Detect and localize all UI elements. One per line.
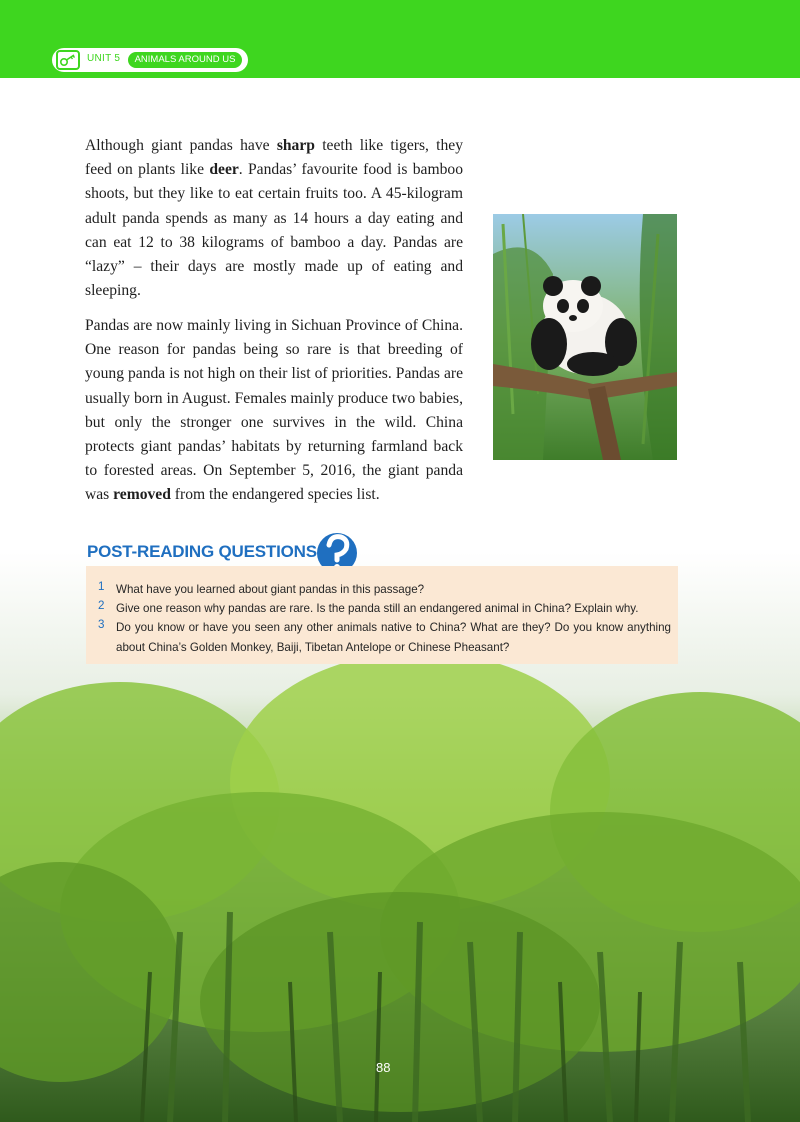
bold-keyword: deer xyxy=(209,161,239,179)
unit-title: ANIMALS AROUND US xyxy=(128,52,242,68)
panda-photo xyxy=(493,214,677,460)
paragraph-text: from the endangered species list. xyxy=(170,486,380,504)
unit-label: UNIT 5 xyxy=(87,53,121,64)
paragraph-text: . Pandas’ favourite food is bamboo shoots, but they like to eat certain fruits too. A 45-kilogram adult panda spends as many as 14 hours a day eating and can eat 12 to 38 kilograms of bamboo a day. Pandas are “lazy” – their days are mostly made up of eating and sleeping. xyxy=(85,161,463,300)
paragraph-text: teeth like tigers, they feed on plants like xyxy=(85,137,463,179)
reading-paragraph-1 xyxy=(85,134,463,303)
question-number: 2 xyxy=(98,599,105,612)
page-number: 88 xyxy=(376,1060,391,1075)
question-text: Do you know or have you seen any other animals native to China? What are they? Do you know anything about China’s Golden Monkey, Baiji, Tibetan Antelope or Chinese Pheasant? xyxy=(116,621,671,654)
bold-keyword: sharp xyxy=(276,137,315,154)
post-reading-heading: POST-READING QUESTIONS xyxy=(87,542,317,561)
question-number: 1 xyxy=(98,580,105,593)
paragraph-text: Although giant pandas have xyxy=(85,137,277,154)
paragraph-text: Pandas are now mainly living in Sichuan Province of China. One reason for pandas being so rare is that breeding of young panda is not high on their list of priorities. Pandas are usually born in August. Females mainly produce two babies, but only the stronger one survives in the wild. China protects giant pandas’ habitats by returning farmland back to forested areas. On September 5, 2016, the giant panda was xyxy=(85,317,463,504)
question-text: What have you learned about giant pandas in this passage? xyxy=(116,583,425,596)
question-number: 3 xyxy=(98,618,105,631)
question-text: Give one reason why pandas are rare. Is the panda still an endangered animal in China? Explain why. xyxy=(116,602,639,615)
bold-keyword: removed xyxy=(113,486,171,504)
key-icon xyxy=(56,50,80,70)
reading-paragraph-2 xyxy=(85,314,463,508)
